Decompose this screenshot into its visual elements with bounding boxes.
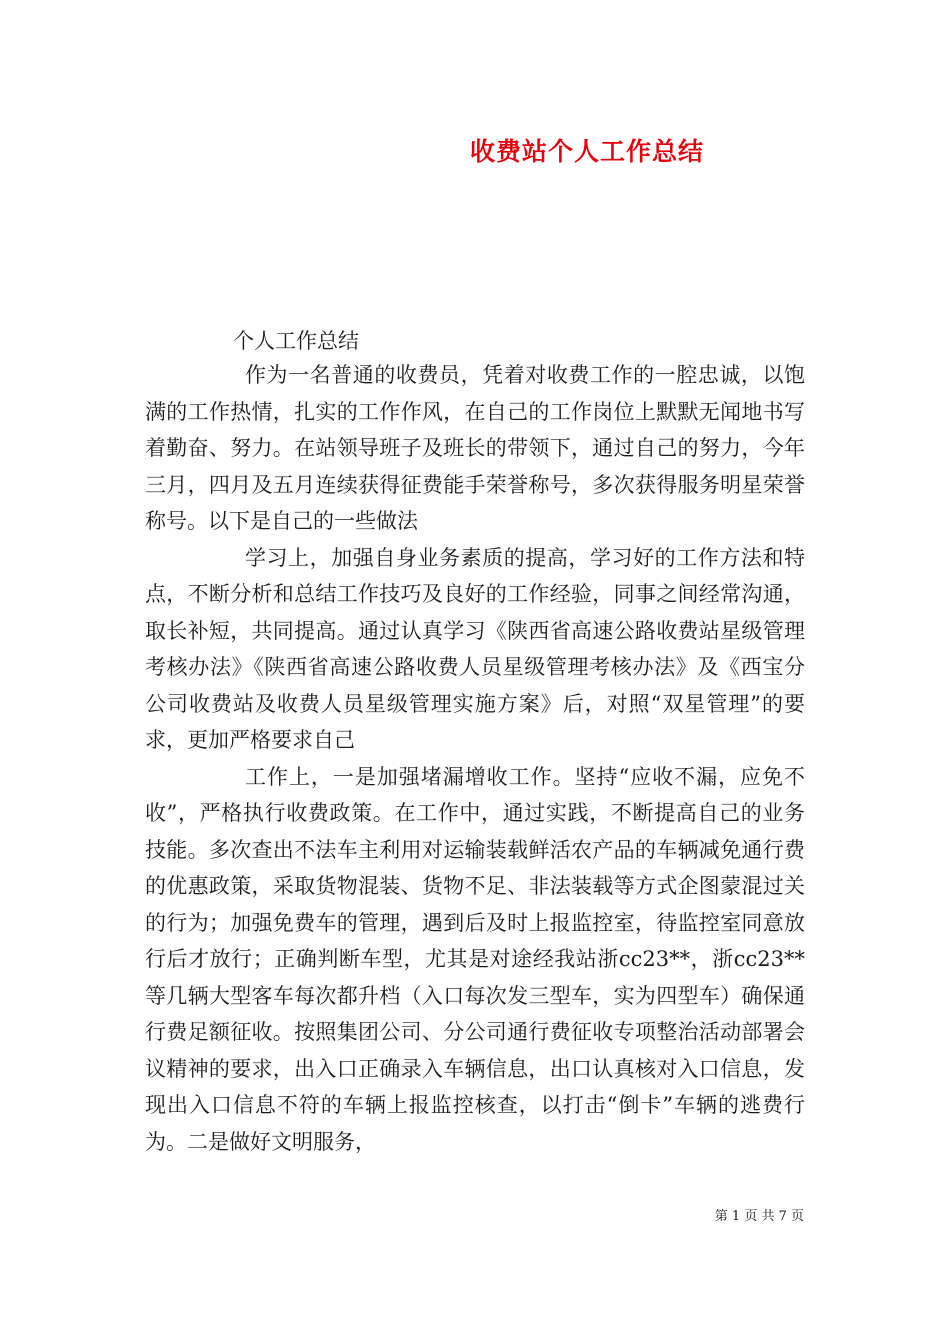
paragraph-intro: 作为一名普通的收费员，凭着对收费工作的一腔忠诚，以饱满的工作热情，扎实的工作作风，在自己的工作岗位上默默无闻地书写着勤奋、努力。在站领导班子及班长的带领下，通过自己的努力，今年三月，四月及五月连续获得征费能手荣誉称号，多次获得服务明星荣誉称号。以下是自己的一些做法	[145, 363, 805, 533]
paragraph-work: 工作上，一是加强堵漏增收工作。坚持“应收不漏，应免不收”，严格执行收费政策。在工作中，通过实践，不断提高自己的业务技能。多次查出不法车主利用对运输装载鲜活农产品的车辆减免通行费的优惠政策，采取货物混装、货物不足、非法装载等方式企图蒙混过关的行为；加强免费车的管理，遇到后及时上报监控室，待监控室同意放行后才放行；正确判断车型，尤其是对途经我站浙cc23**，浙cc23**等几辆大型客车每次都升档（入口每次发三型车，实为四型车）确保通行费足额征收。按照集团公司、分公司通行费征收专项整治活动部署会议精神的要求，出入口正确录入车辆信息，出口认真核对入口信息，发现出入口信息不符的车辆上报监控核查，以打击“倒卡”车辆的逃费行为。二是做好文明服务，	[145, 764, 805, 1154]
paragraph-study: 学习上，加强自身业务素质的提高，学习好的工作方法和特点，不断分析和总结工作技巧及良好的工作经验，同事之间经常沟通，取长补短，共同提高。通过认真学习《陕西省高速公路收费站星级管理考核办法》《陕西省高速公路收费人员星级管理考核办法》及《西宝分公司收费站及收费人员星级管理实施方案》后，对照“双星管理”的要求，更加严格要求自己	[145, 545, 805, 752]
document-body	[145, 326, 805, 1160]
document-title: 收费站个人工作总结	[470, 137, 705, 166]
page-number: 第 1 页 共 7 页	[714, 1209, 804, 1224]
document-heading: 个人工作总结	[233, 329, 359, 353]
